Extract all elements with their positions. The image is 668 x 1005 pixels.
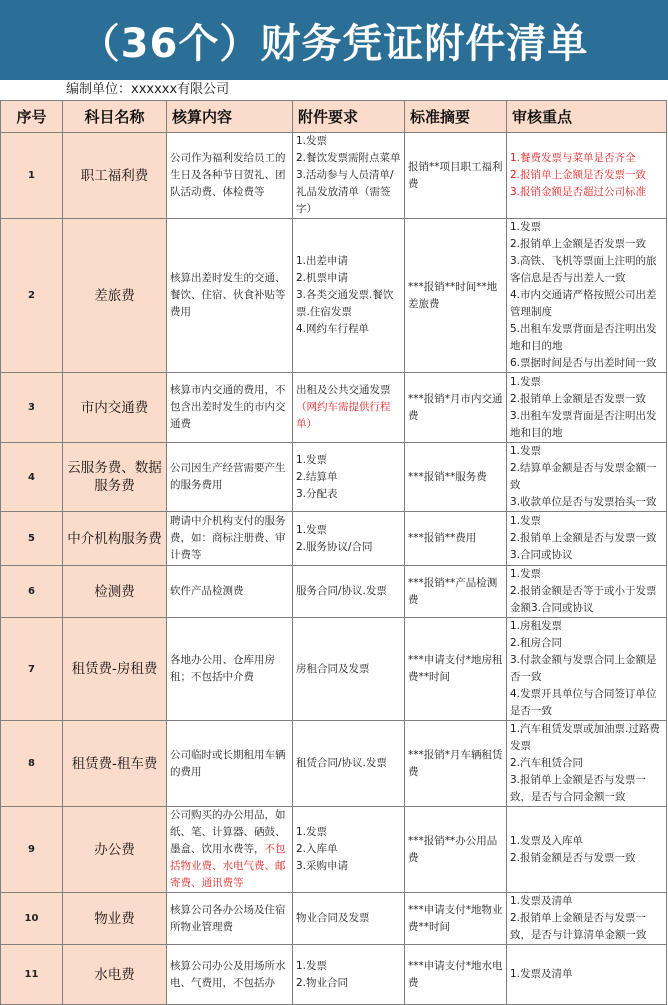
content-cell <box>167 807 293 893</box>
audit-item: 1.发票 <box>510 445 542 457</box>
audit-item: 1.汽车租赁发票或加油票.过路费发票 <box>510 723 660 752</box>
account-name: 云服务费、数据服务费 <box>63 443 167 512</box>
account-name: 水电费 <box>63 945 167 1005</box>
header-no: 序号 <box>1 101 63 133</box>
audit-item: 3.收款单位是否与发票抬头一致 <box>510 496 657 508</box>
content-text: 聘请中介机构支付的服务费，如：商标注册费、审计费等 <box>170 515 286 561</box>
audit-item: 5.出租车发票背面是否注明出发地和目的地 <box>510 323 657 352</box>
account-name: 市内交通费 <box>63 373 167 443</box>
audit-item: 2.租房合同 <box>510 637 563 649</box>
attachment-item: 4.网约车行程单 <box>296 323 370 335</box>
content-cell <box>167 373 293 443</box>
attachment-item: 1.发票 <box>296 453 328 466</box>
audit-cell <box>507 945 667 1005</box>
audit-item: 2.汽车租赁合同 <box>510 757 584 769</box>
content-cell <box>167 893 293 945</box>
audit-cell <box>507 373 667 443</box>
content-cell <box>167 443 293 512</box>
attachment-cell <box>293 945 405 1005</box>
unit-label: 编制单位：xxxxxx有限公司 <box>66 82 230 97</box>
audit-item: 2.报销金额是否等于或小于发票金额3.合同或协议 <box>510 585 657 614</box>
attachment-item: 1.发票 <box>296 135 328 147</box>
content-cell <box>167 219 293 373</box>
audit-item: 4.市内交通请严格按照公司出差管理制度 <box>510 289 657 318</box>
content-cell <box>167 945 293 1005</box>
table-row <box>1 219 667 373</box>
attachment-item: 2.服务协议/合同 <box>296 540 373 553</box>
content-cell <box>167 618 293 721</box>
table-row <box>1 945 667 1005</box>
summary-cell: ***报销**产品检测费 <box>405 566 507 618</box>
audit-cell <box>507 133 667 219</box>
account-name: 中介机构服务费 <box>63 512 167 566</box>
audit-item: 1.发票及清单 <box>510 895 573 907</box>
content-text: 软件产品检测费 <box>170 585 244 597</box>
header-summary: 标准摘要 <box>405 101 507 133</box>
attachment-item: 2.结算单 <box>296 470 338 483</box>
table-row <box>1 566 667 618</box>
account-name: 差旅费 <box>63 219 167 373</box>
attachment-item: 2.入库单 <box>296 843 338 855</box>
attachment-item: 1.出差申请 <box>296 255 349 267</box>
attachment-item: 1.发票 <box>296 959 328 972</box>
summary-cell: ***报销**服务费 <box>405 443 507 512</box>
attachment-cell <box>293 512 405 566</box>
audit-item: 2.报销金额是否与发票一致 <box>510 851 636 864</box>
header-attach: 附件要求 <box>293 101 405 133</box>
attachment-item: 3.各类交通发票.餐饮票.住宿发票 <box>296 289 394 318</box>
attachment-cell <box>293 618 405 721</box>
content-text: 公司临时或长期租用车辆的费用 <box>170 748 286 778</box>
content-cell <box>167 721 293 807</box>
voucher-table <box>0 100 667 1005</box>
row-number: 7 <box>1 618 63 721</box>
summary-cell: ***报销*月车辆租赁费 <box>405 721 507 807</box>
attachment-item: 出租及公共交通发票 <box>296 384 391 396</box>
account-name: 租赁费-房租费 <box>63 618 167 721</box>
content-text: 公司因生产经营需要产生的服务费用 <box>170 462 286 491</box>
summary-cell: ***报销**办公用品费 <box>405 807 507 893</box>
audit-item: 3.高铁、飞机等票面上注明的旅客信息是否与出差人一致 <box>510 255 657 284</box>
audit-item: 2.报销单上金额是否发票一致 <box>510 392 647 405</box>
content-text: 各地办公用、仓库用房租；不包括中介费 <box>170 654 275 683</box>
content-cell <box>167 133 293 219</box>
attachment-cell <box>293 443 405 512</box>
table-row <box>1 443 667 512</box>
attachment-item: 1.发票 <box>296 523 328 536</box>
attachment-cell <box>293 219 405 373</box>
row-number: 11 <box>1 945 63 1005</box>
audit-item: 6.票据时间是否与出差时间一致 <box>510 357 657 369</box>
audit-item: 3.报销金额是否超过公司标准 <box>510 186 647 198</box>
header-content: 核算内容 <box>167 101 293 133</box>
audit-cell <box>507 443 667 512</box>
page-title: （36个）财务凭证附件清单 <box>0 0 668 80</box>
row-number: 9 <box>1 807 63 893</box>
content-text: 核算出差时发生的交通、餐饮、住宿、伙食补贴等费用 <box>170 272 286 318</box>
account-name: 办公费 <box>63 807 167 893</box>
audit-item: 4.发票开具单位与合同签订单位是否一致 <box>510 688 657 717</box>
table-row <box>1 512 667 566</box>
table-body <box>1 133 667 1005</box>
table-row <box>1 133 667 219</box>
summary-cell: ***申请支付*地物业费**时间 <box>405 893 507 945</box>
summary-cell: ***申请支付*地房租费**时间 <box>405 618 507 721</box>
table-row <box>1 618 667 721</box>
audit-item: 2.结算单金额是否与发票金额一致 <box>510 462 657 491</box>
attachment-cell <box>293 566 405 618</box>
content-text: 公司作为福利发给员工的生日及各种节日贺礼、团队活动费、体检费等 <box>170 152 286 198</box>
audit-item: 1.房租发票 <box>510 620 563 632</box>
audit-item: 1.发票 <box>510 515 542 527</box>
table-row <box>1 807 667 893</box>
audit-item: 1.发票 <box>510 568 542 580</box>
audit-item: 2.报销单上金额是否发票一致 <box>510 169 647 181</box>
account-name: 物业费 <box>63 893 167 945</box>
attachment-note: （网约车需提供行程单） <box>296 401 391 430</box>
table-row <box>1 373 667 443</box>
audit-item: 1.发票及清单 <box>510 968 573 980</box>
content-text: 核算市内交通的费用，不包含出差时发生的市内交通费 <box>170 384 286 430</box>
attachment-item: 3.活动参与人员清单/礼品发放清单（需签字） <box>296 169 394 215</box>
attachment-item: 服务合同/协议.发票 <box>296 585 387 597</box>
audit-cell <box>507 219 667 373</box>
audit-cell <box>507 721 667 807</box>
audit-item: 3.出租车发票背面是否注明出发地和目的地 <box>510 409 657 439</box>
content-text: 公司购买的办公用品，如纸、笔、计算器、硒鼓、墨盒、饮用水费等， <box>170 809 286 855</box>
summary-cell: ***报销*月市内交通费 <box>405 373 507 443</box>
table-row <box>1 721 667 807</box>
attachment-cell <box>293 893 405 945</box>
account-name: 职工福利费 <box>63 133 167 219</box>
audit-item: 1.发票及入库单 <box>510 834 584 847</box>
audit-item: 2.报销单上金额是否与发票一致 <box>510 532 657 544</box>
audit-item: 3.付款金额与发票合同上金额是否一致 <box>510 654 657 683</box>
audit-cell <box>507 512 667 566</box>
audit-item: 1.发票 <box>510 375 542 388</box>
audit-cell <box>507 618 667 721</box>
content-text: 核算公司各办公场及住宿所物业管理费 <box>170 903 286 933</box>
audit-cell <box>507 893 667 945</box>
attachment-item: 3.采购申请 <box>296 860 349 872</box>
row-number: 10 <box>1 893 63 945</box>
attachment-item: 1.发票 <box>296 826 328 838</box>
audit-cell <box>507 807 667 893</box>
attachment-cell <box>293 721 405 807</box>
audit-item: 1.餐费发票与菜单是否齐全 <box>510 152 636 164</box>
content-cell <box>167 512 293 566</box>
table-row <box>1 893 667 945</box>
attachment-cell <box>293 133 405 219</box>
row-number: 5 <box>1 512 63 566</box>
attachment-item: 2.物业合同 <box>296 976 349 989</box>
header-name: 科目名称 <box>63 101 167 133</box>
row-number: 8 <box>1 721 63 807</box>
account-name: 检测费 <box>63 566 167 618</box>
header-row <box>1 101 667 133</box>
audit-item: 2.报销单上金额是否与发票一致，是否与计算清单金额一致 <box>510 912 647 941</box>
attachment-item: 租赁合同/协议.发票 <box>296 757 387 769</box>
row-number: 3 <box>1 373 63 443</box>
audit-cell <box>507 566 667 618</box>
content-cell <box>167 566 293 618</box>
summary-cell: ***报销**时间**地差旅费 <box>405 219 507 373</box>
audit-item: 3.合同或协议 <box>510 549 573 561</box>
attachment-item: 物业合同及发票 <box>296 912 370 924</box>
summary-cell: ***报销**费用 <box>405 512 507 566</box>
attachment-item: 3.分配表 <box>296 487 338 500</box>
summary-cell: ***申请支付*地水电费 <box>405 945 507 1005</box>
audit-item: 2.报销单上金额是否发票一致 <box>510 238 647 250</box>
account-name: 租赁费-租车费 <box>63 721 167 807</box>
attachment-cell <box>293 807 405 893</box>
summary-cell: 报销**项目职工福利费 <box>405 133 507 219</box>
attachment-item: 2.机票申请 <box>296 272 349 284</box>
row-number: 6 <box>1 566 63 618</box>
attachment-cell <box>293 373 405 443</box>
header-audit: 审核重点 <box>507 101 667 133</box>
attachment-item: 房租合同及发票 <box>296 662 370 675</box>
content-text: 核算公司办公及用场所水电、气费用，不包括办 <box>170 959 286 989</box>
row-number: 1 <box>1 133 63 219</box>
audit-item: 1.发票 <box>510 221 542 233</box>
row-number: 2 <box>1 219 63 373</box>
audit-item: 3.报销单上金额是否与发票一致，是否与合同金额一致 <box>510 774 647 803</box>
attachment-item: 2.餐饮发票需附点菜单 <box>296 152 401 164</box>
content-text: 不包括物业费、水电气费、邮寄费、通讯费等 <box>170 843 286 889</box>
row-number: 4 <box>1 443 63 512</box>
